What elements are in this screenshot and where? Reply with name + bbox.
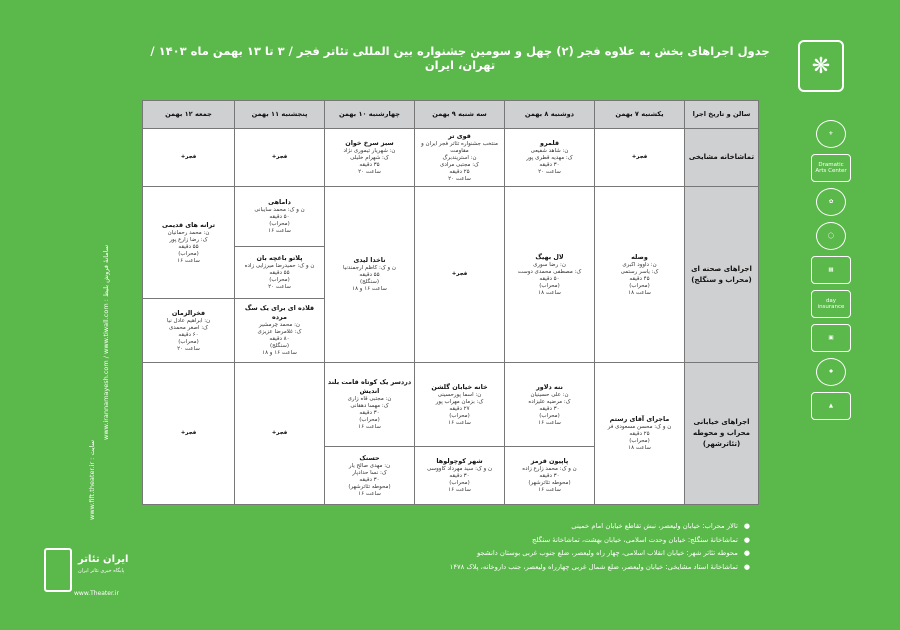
page-title: جدول اجراهای بخش به علاوه فجر (۲) چهل و سومین جشنواره بین المللی تئاتر فجر / ۳ تا ۱۳ بهمن ماه ۱۴۰۳ / تهران، ایران bbox=[150, 44, 770, 72]
event-duration: ۳۰ دقیقه bbox=[359, 476, 380, 483]
event-credit: ن و ک: محمد زارع زاده bbox=[522, 466, 577, 472]
iran-theater-icon bbox=[44, 548, 72, 592]
schedule-table bbox=[142, 100, 759, 505]
day-header: دوشنبه ۸ بهمن bbox=[505, 101, 595, 129]
event-time: ساعت ۱۸ bbox=[628, 445, 651, 451]
brand-url[interactable]: www.Theater.ir bbox=[74, 590, 119, 597]
day-header: جمعه ۱۲ بهمن bbox=[143, 101, 235, 129]
fajr-plus-mark: فجر+ bbox=[235, 363, 325, 505]
event-title: سبز سرخ خوان bbox=[345, 139, 394, 147]
sponsor-logo-icon: ▣ bbox=[811, 324, 851, 352]
event-credit: ک: رضا زارع پور bbox=[169, 236, 208, 243]
event-time: ساعت ۱۶ و ۱۸ bbox=[352, 286, 387, 292]
event-credit: ک: نسا حدادپار bbox=[352, 469, 387, 476]
event-duration: ۲۵ دقیقه bbox=[449, 169, 470, 175]
event-title: لال بهیگ bbox=[535, 252, 564, 261]
event-title: ناخدا لیدی bbox=[353, 256, 386, 264]
fajr-plus-mark: فجر+ bbox=[143, 129, 235, 187]
day-header: پنجشنبه ۱۱ بهمن bbox=[235, 101, 325, 129]
event-time: ساعت ۱۶ bbox=[448, 487, 471, 493]
event-time: ساعت ۱۶ bbox=[538, 419, 561, 426]
event-venue: (محراب) bbox=[539, 282, 560, 289]
event-cell bbox=[325, 363, 415, 447]
event-duration: ۳۰ دقیقه bbox=[539, 473, 560, 479]
event-title: پلاتو باغچه بان bbox=[256, 254, 303, 262]
event-duration: ۳۰ دقیقه bbox=[539, 405, 560, 412]
event-cell bbox=[505, 363, 595, 447]
fajr-plus-mark: فجر+ bbox=[415, 187, 505, 363]
event-title: پاپیون قرمز bbox=[530, 457, 569, 465]
event-cell bbox=[505, 447, 595, 505]
event-time: ساعت ۱۶ bbox=[358, 424, 381, 430]
venue-note: ● تماشاخانهٔ سنگلج: خیابان وحدت اسلامی، خیابان بهشت، تماشاخانهٔ سنگلج bbox=[300, 534, 750, 548]
row-label: تماشاخانه مشایخی bbox=[685, 129, 759, 187]
event-venue: (محراب) bbox=[629, 282, 650, 289]
event-credit: ک: غلامرضا عزیزی bbox=[257, 329, 302, 335]
event-credit: ن: ابراهیم عادل نیا bbox=[166, 317, 211, 324]
event-venue: (سنگلج) bbox=[360, 279, 379, 285]
event-credit: ن: اسما پورحسینی bbox=[437, 391, 482, 398]
sponsor-logo: day insurance bbox=[811, 290, 851, 318]
event-time: ساعت ۱۶ bbox=[358, 490, 381, 497]
event-credit: ک: مصطفی محمدی دوست bbox=[517, 268, 582, 275]
event-title: قلاده ای برای یک سگ مرده bbox=[244, 304, 315, 321]
event-title: قوی تر bbox=[448, 132, 471, 140]
day-header: یکشنبه ۷ بهمن bbox=[595, 101, 685, 129]
event-title: ماجرای آقای رستم bbox=[609, 415, 670, 423]
event-venue: (محراب) bbox=[269, 277, 290, 283]
event-credit: ک: مهسا دهقانی bbox=[350, 403, 389, 409]
event-title: وصله bbox=[631, 252, 648, 261]
event-venue: (محراب) bbox=[269, 221, 290, 227]
event-venue: (محراب) bbox=[449, 480, 470, 486]
event-time: ساعت ۲۰ bbox=[538, 169, 561, 175]
row-label-main: اجراهای خیابانی bbox=[693, 418, 750, 426]
event-title: حسنک bbox=[359, 453, 380, 462]
fajr-plus-mark: فجر+ bbox=[235, 129, 325, 187]
event-title: خانه خیابان گلشن bbox=[431, 382, 488, 391]
event-cell bbox=[143, 187, 235, 299]
row-label: اجراهای صحنه ای (محراب و سنگلج) bbox=[685, 187, 759, 363]
event-venue: (محوطه تئاترشهر) bbox=[528, 480, 571, 486]
event-credit: ک: اصغر محمدی bbox=[168, 324, 209, 331]
event-time: ساعت ۲۰ bbox=[358, 169, 381, 175]
event-venue: (محراب) bbox=[178, 338, 199, 345]
event-time: ساعت ۱۶ و ۱۸ bbox=[262, 350, 297, 356]
event-venue: (محراب) bbox=[449, 412, 470, 419]
event-duration: ۳۵ دقیقه bbox=[359, 162, 380, 168]
event-credit: ک: مرضیه علیزاده bbox=[528, 398, 571, 405]
event-credit: ک: مهدیه قطری پور bbox=[526, 155, 573, 161]
sponsor-logos bbox=[796, 120, 866, 590]
event-credit: ن: مجتبی قاه زاری bbox=[347, 396, 392, 402]
event-title: شهر کوچولوها bbox=[436, 457, 483, 465]
venue-note: ● تماشاخانهٔ استاد مشایخی: خیابان ولیعصر، ضلع شمال غربی چهارراه ولیعصر، جنب داروخانه، پلاک ۱۴۷۸ bbox=[300, 561, 750, 575]
event-cell bbox=[595, 187, 685, 363]
event-title: داماهی bbox=[268, 198, 291, 206]
event-time: ساعت ۱۶ bbox=[268, 228, 291, 234]
event-duration: ۵۵ دقیقه bbox=[359, 272, 380, 278]
event-time: ساعت ۱۶ bbox=[538, 487, 561, 493]
event-time: ساعت ۱۸ bbox=[628, 289, 651, 296]
event-credit: ک: بزمان مهراب پور bbox=[435, 398, 484, 405]
day-header: چهارشنبه ۱۰ بهمن bbox=[325, 101, 415, 129]
event-duration: ۵۵ دقیقه bbox=[178, 243, 199, 250]
event-venue: (محراب) bbox=[629, 438, 650, 444]
event-venue: (سنگلج) bbox=[270, 343, 289, 349]
sponsor-logo-icon: ▦ bbox=[811, 256, 851, 284]
event-cell bbox=[325, 187, 415, 363]
event-title: فخرالزمان bbox=[171, 308, 206, 317]
row-label bbox=[685, 363, 759, 505]
day-header: سه شنبه ۹ بهمن bbox=[415, 101, 505, 129]
event-duration: ۵۵ دقیقه bbox=[269, 270, 290, 276]
event-cell bbox=[325, 129, 415, 187]
event-credit: ن: محمد چرمشیر bbox=[259, 322, 300, 328]
festival-logo: ❋ bbox=[798, 40, 844, 92]
event-credit: ن: رضا سوری bbox=[533, 261, 566, 268]
emblem-icon: ⚜ bbox=[816, 120, 846, 148]
event-time: ساعت ۲۰ bbox=[268, 284, 291, 290]
event-cell bbox=[235, 299, 325, 363]
sponsor-logo-icon: ◯ bbox=[816, 222, 846, 250]
event-credit: ن: داوود اکبری bbox=[622, 261, 657, 268]
event-cell bbox=[415, 129, 505, 187]
event-credit: ن: محمد رحمانیان bbox=[167, 229, 210, 236]
table-row bbox=[143, 187, 759, 247]
event-note: منتخب جشنواره تئاتر فجر ایران و مقاومت bbox=[421, 141, 498, 154]
event-cell bbox=[235, 187, 325, 247]
event-credit: ن: شهریار تیموری نژاد bbox=[343, 148, 396, 154]
event-cell bbox=[595, 363, 685, 505]
event-venue: (محوطه تئاترشهر) bbox=[348, 483, 391, 490]
event-duration: ۳۰ دقیقه bbox=[359, 410, 380, 416]
event-time: ساعت ۱۶ bbox=[177, 257, 200, 264]
row-label-sub: محراب و محوطه (تئاترشهر) bbox=[693, 429, 750, 448]
fajr-plus-mark: فجر+ bbox=[595, 129, 685, 187]
event-credit: ن و ک: محمد سایبانی bbox=[254, 207, 305, 213]
event-venue: (محراب) bbox=[178, 250, 199, 257]
event-duration: ۲۷ دقیقه bbox=[449, 405, 470, 412]
event-duration: ۴۵ دقیقه bbox=[629, 275, 650, 282]
event-duration: ۳۰ دقیقه bbox=[539, 162, 560, 168]
event-credit: ک: یاسر رستمی bbox=[620, 268, 659, 275]
event-cell bbox=[235, 247, 325, 299]
event-credit: ک: شهرام خلیلی bbox=[350, 155, 389, 161]
event-cell bbox=[325, 447, 415, 505]
event-cell bbox=[415, 363, 505, 447]
event-title: ترانه های قدیمی bbox=[161, 220, 215, 229]
event-duration: ۸۰ دقیقه bbox=[269, 336, 290, 342]
brand-tagline: پایگاه خبری تئاتر ایران bbox=[78, 568, 125, 574]
event-cell bbox=[415, 447, 505, 505]
event-duration: ۳۰ دقیقه bbox=[449, 473, 470, 479]
event-credit: ن: استریندبرگ bbox=[442, 155, 477, 161]
sponsor-logo-icon: ✹ bbox=[816, 358, 846, 386]
event-venue: (محراب) bbox=[539, 412, 560, 419]
event-credit: ن: شاهد شفیعی bbox=[530, 148, 569, 154]
event-duration: ۶۰ دقیقه bbox=[178, 331, 199, 338]
event-duration: ۵۰ دقیقه bbox=[269, 214, 290, 220]
event-credit: ن: مهدی صالح یار bbox=[348, 462, 391, 469]
iran-theater-logo bbox=[44, 548, 132, 608]
event-credit: ن و ک: کاظم ارجمندنیا bbox=[343, 265, 396, 271]
fajr-plus-mark: فجر+ bbox=[143, 363, 235, 505]
event-credit: ن و ک: سید مهرداد کاووسی bbox=[426, 466, 493, 472]
sponsor-logo: Dramatic Arts Center bbox=[811, 154, 851, 182]
event-title: دردسر یک کوتاه قامت بلند اندیش bbox=[327, 378, 412, 395]
event-credit: ن: علی حسینیان bbox=[530, 391, 569, 398]
ticket-sales-link[interactable]: www.irannamayesh.com / www.tiwall.com : سامانهٔ فروش بلیط bbox=[102, 244, 110, 440]
sponsor-logo-icon: ✿ bbox=[816, 188, 846, 216]
table-header-row bbox=[143, 101, 759, 129]
sponsor-logo-icon: ▲ bbox=[811, 392, 851, 420]
brand-name: ایران تئاتر bbox=[78, 554, 129, 565]
table-row bbox=[143, 363, 759, 447]
event-credit: ن و ک: حمیدرضا میرزایی زاده bbox=[244, 263, 315, 269]
venue-note: ● تالار محراب: خیابان ولیعصر، نبش تقاطع خیابان امام خمینی bbox=[300, 520, 750, 534]
event-duration: ۵۰ دقیقه bbox=[539, 275, 560, 282]
event-time: ساعت ۱۶ bbox=[448, 419, 471, 426]
event-time: ساعت ۲۰ bbox=[448, 176, 471, 182]
event-cell bbox=[505, 129, 595, 187]
event-venue: (محراب) bbox=[359, 417, 380, 423]
event-title: قلمرو bbox=[539, 139, 560, 147]
venue-notes bbox=[300, 520, 750, 574]
event-credit: ن و ک: محسن مسعودی فر bbox=[607, 424, 672, 430]
event-time: ساعت ۲۰ bbox=[177, 345, 200, 352]
event-cell bbox=[143, 299, 235, 363]
corner-header: سالن و تاریخ اجرا bbox=[685, 101, 759, 129]
event-cell bbox=[505, 187, 595, 363]
event-duration: ۲۵ دقیقه bbox=[629, 431, 650, 437]
event-time: ساعت ۱۸ bbox=[538, 289, 561, 296]
venue-note: ● محوطه تئاتر شهر: خیابان انقلاب اسلامی، چهار راه ولیعصر، ضلع جنوب غربی بوستان دانشجو bbox=[300, 547, 750, 561]
event-title: ننه دلاور bbox=[536, 382, 563, 391]
website-link[interactable]: www.fift.theater.ir : سایت bbox=[88, 439, 96, 520]
event-credit: ک: مجتبی مرادی bbox=[440, 162, 479, 168]
table-row bbox=[143, 129, 759, 187]
